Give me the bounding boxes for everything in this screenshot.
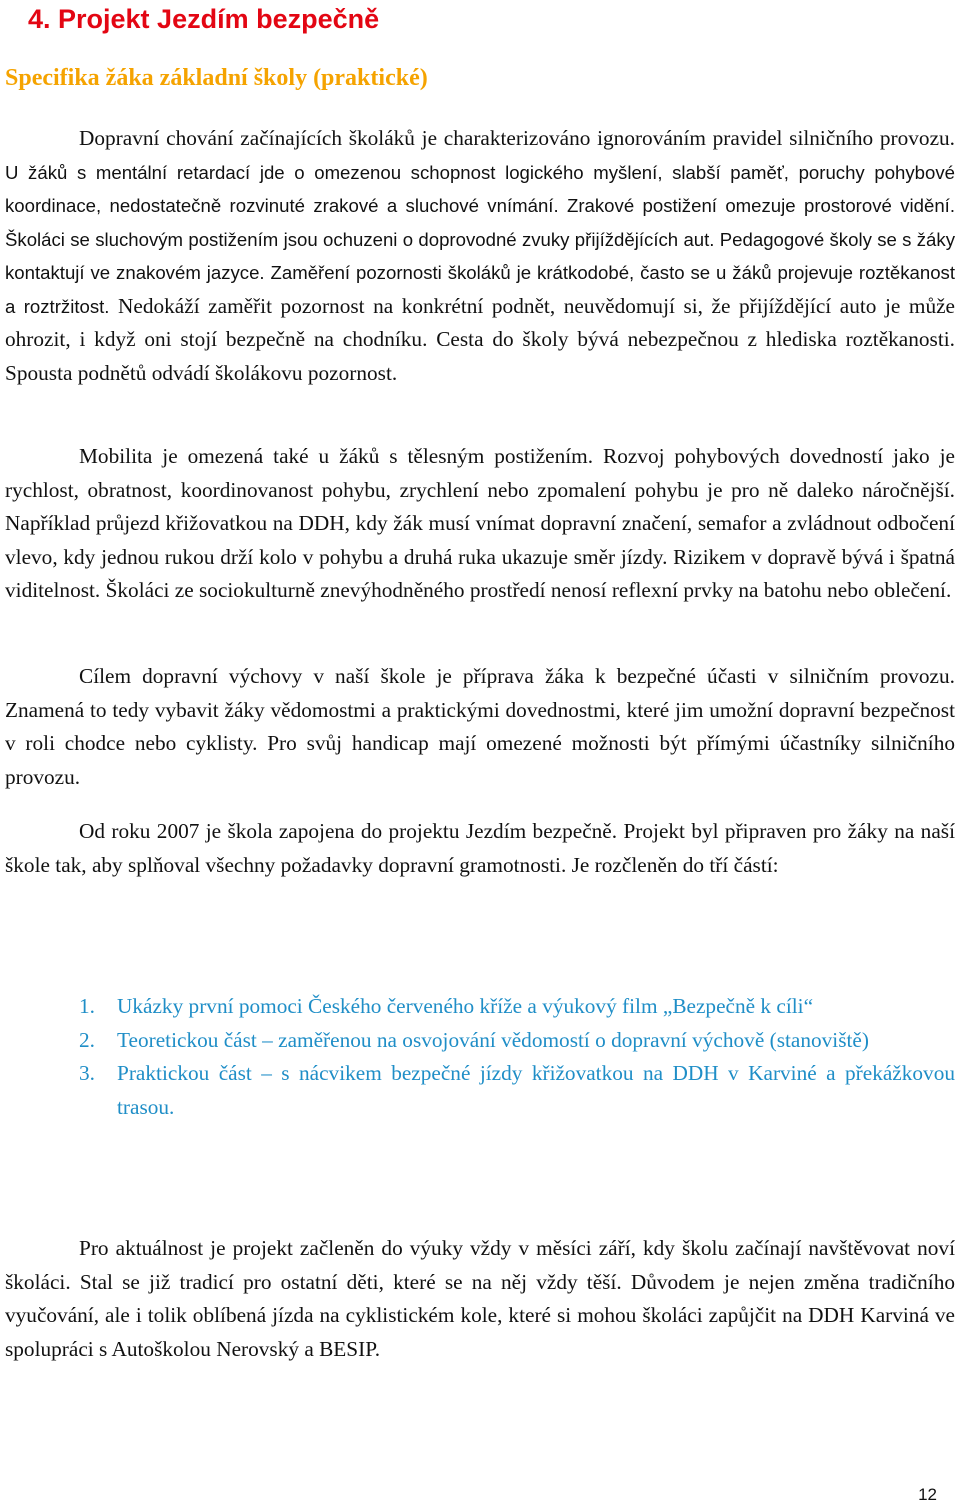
paragraph-specifics bbox=[5, 122, 955, 390]
paragraph-specifics-part4: Cesta do školy bývá nebezpečnou z hlediska roztěkanosti. Spousta podnětů odvádí školákovu pozornost. bbox=[5, 327, 955, 385]
list-item bbox=[5, 1024, 955, 1058]
paragraph-project: Od roku 2007 je škola zapojena do projektu Jezdím bezpečně. Projekt byl připraven pro žáky na naší škole tak, aby splňoval všechny požadavky dopravní gramotnosti. Je rozčleněn do tří částí: bbox=[5, 819, 955, 877]
paragraph-mobility: Mobilita je omezená také u žáků s tělesným postižením. Rozvoj pohybových dovedností jako je rychlost, obratnost, koordinovanost pohybu, zrychlení nebo zpomalení pohybu je pro ně daleko náročnější. Například průjezd křižovatkou na DDH, kdy žák musí vnímat dopravní značení, semafor a zvládnout odbočení vlevo, kdy jednou rukou drží kolo v pohybu a druhá ruka ukazuje směr jízdy. Rizikem v dopravě bývá i špatná viditelnost. Školáci ze sociokulturně znevýhodněného prostředí nenosí reflexní prvky na batohu nebo oblečení. bbox=[5, 444, 955, 602]
list-item bbox=[5, 990, 955, 1024]
list-item-text: Teoretickou část – zaměřenou na osvojování vědomostí o dopravní výchově (stanoviště) bbox=[117, 1027, 869, 1052]
list-item-number: 3. bbox=[79, 1061, 95, 1085]
list-item bbox=[5, 1057, 955, 1124]
paragraph-specifics-part2: U žáků s mentální retardací jde o omezenou schopnost logického myšlení, slabší paměť, poruchy pohybové koordinace, nedostatečně rozvinuté zrakové a sluchové vnímání. Zrakové postižení omezuje prostorové vidění. Školáci se sluchovým postižením jsou ochuzeni o doprovodné zvuky přijíždějících aut. Pedagogové školy se s žáky kontaktují ve znakovém jazyce. Zaměření pozornosti školáků je krátkodobé, často se u žáků projevuje roztěkanost a roztržitost. bbox=[5, 161, 955, 317]
paragraph-actuality: Pro aktuálnost je projekt začleněn do výuky vždy v měsíci září, kdy školu začínají navštěvovat noví školáci. Stal se již tradicí pro ostatní děti, které se na něj vždy těší. Důvodem je nejen změna tradičního vyučování, ale i tolik oblíbená jízda na cyklistickém kole, které si mohou školáci zapůjčit na DDH Karviná ve spolupráci s Autoškolou Nerovský a BESIP. bbox=[5, 1236, 955, 1361]
project-parts-list bbox=[5, 990, 955, 1124]
list-item-number: 2. bbox=[79, 1027, 95, 1052]
list-item-text: Praktickou část – s nácvikem bezpečné jízdy křižovatkou na DDH v Karviné a překážkovou trasou. bbox=[117, 1061, 955, 1119]
page-number: 12 bbox=[918, 1485, 937, 1504]
list-item-number: 1. bbox=[79, 994, 95, 1018]
paragraph-specifics-part3: Nedokáží zaměřit pozornost na konkrétní podnět, neuvědomují si, že přijíždějící auto je může ohrozit, i když oni stojí bezpečně na chodníku. bbox=[5, 293, 955, 351]
paragraph-specifics-part1: Dopravní chování začínajících školáků je charakterizováno ignorováním pravidel silničního provozu. bbox=[79, 126, 955, 150]
section-subheading: Specifika žáka základní školy (praktické) bbox=[5, 65, 428, 91]
chapter-heading: 4. Projekt Jezdím bezpečně bbox=[28, 4, 380, 34]
paragraph-goal: Cílem dopravní výchovy v naší škole je příprava žáka k bezpečné účasti v silničním provozu. Znamená to tedy vybavit žáky vědomostmi a praktickými dovednostmi, které jim umožní dopravní bezpečnost v roli chodce nebo cyklisty. Pro svůj handicap mají omezené možnosti být přímými účastníky silničního provozu. bbox=[5, 664, 955, 789]
list-item-text: Ukázky první pomoci Českého červeného kříže a výukový film „Bezpečně k cíli“ bbox=[117, 994, 814, 1018]
